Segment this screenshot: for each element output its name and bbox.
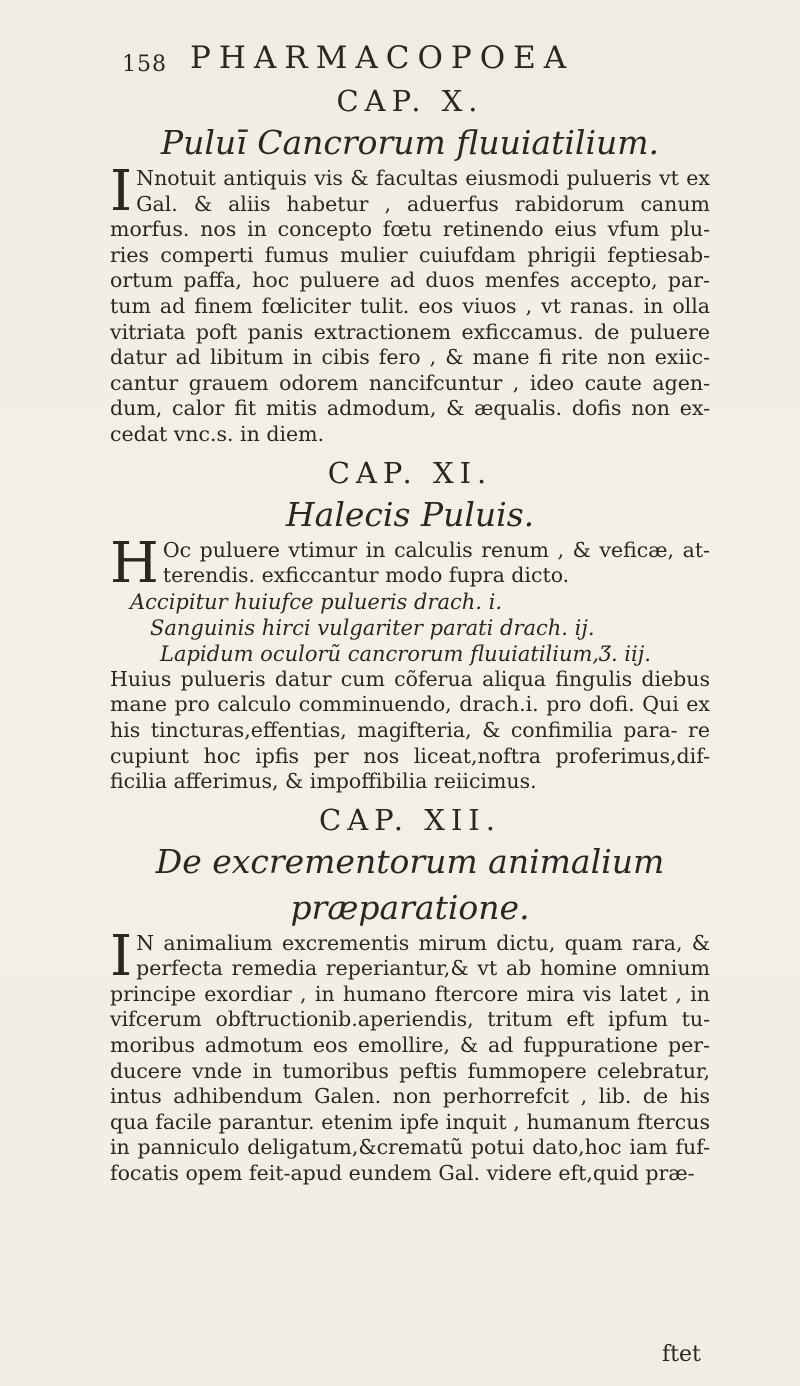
- recipe-line: Sanguinis hirci vulgariter parati drach. ij.: [150, 615, 595, 640]
- chapter-body: [110, 923, 710, 1187]
- chapter-body: [110, 159, 710, 448]
- drop-cap: I: [110, 159, 133, 224]
- chapter-body: [110, 530, 710, 596]
- recipe-line: Accipitur huiufce pulueris drach. i.: [130, 589, 503, 614]
- chapter-title: De excrementorum animalium præparatione.: [155, 841, 665, 927]
- text-block: [110, 82, 710, 1187]
- chapter-title: Puluī Cancrorum fluuiatilium.: [160, 123, 660, 162]
- chapter-heading: CAP. XII.: [319, 802, 501, 837]
- chapter-heading: CAP. X.: [336, 84, 484, 118]
- body-text: N animalium excrementis mirum dictu, quam rara, & perfecta remedia reperiantur,& vt ab homine omnium principe exordiar , in humano ftercore mira vis latet , in vifcerum obftructionib.aperiendis, tritum eft ipfum tu- moribus admotum eos emollire, & ad fuppuratione per- ducere vnde in tumoribus peftis fummopere celebratur, intus adhibendum Galen. non perhorrefcit , lib. de his qua facile parantur. etenim ipfe inquit , humanum ftercus in panniculo deligatum,&crematũ potui dato,hoc iam fuf- focatis opem feit-apud eundem Gal. videre eft,quid præ-: [110, 930, 710, 1186]
- drop-cap: I: [110, 923, 133, 989]
- chapter-title: Halecis Puluis.: [285, 494, 535, 534]
- body-text: Oc puluere vtimur in calculis renum , & veficæ, at- terendis. exficcantur modo fupra dicto.: [162, 537, 710, 588]
- running-title: PHARMACOPOEA: [190, 40, 575, 76]
- catchword: ftet: [662, 1342, 701, 1367]
- chapter-heading: CAP. XI.: [327, 455, 493, 490]
- recipe-line: Lapidum oculorũ cancrorum fluuiatilium,Ʒ. iij.: [160, 641, 651, 666]
- drop-cap: H: [110, 530, 159, 596]
- chapter-body-continued: Huius pulueris datur cum cõferua aliqua fingulis diebus mane pro calculo comminuendo, drach.i. pro dofi. Qui ex his tincturas,effentias, magifteria, & confimilia para- re cupiunt hoc ipfis per nos liceat,noftra proferimus,dif- ficilia afferimus, & impoffibilia reiicimus.: [110, 666, 710, 794]
- page-number: 158: [122, 52, 167, 77]
- body-text: Nnotuit antiquis vis & facultas eiusmodi pulueris vt ex Gal. & aliis habetur , aduerfus rabidorum canum morfus. nos in concepto fœtu retinendo eius vfum plu- ries comperti fumus mulier cuiufdam phrigii feptiesab- ortum paffa, hoc puluere ad duos menfes accepto, par- tum ad finem fœliciter tulit. eos viuos , vt ranas. in olla vitriata poft panis extractionem exficcamus. de puluere datur ad libitum in cibis fero , & mane fi rite non exiic- cantur grauem odorem nancifcuntur , ideo caute agen- dum, calor fit mitis admodum, & æqualis. dofis non ex- cedat vnc.s. in diem.: [110, 166, 710, 446]
